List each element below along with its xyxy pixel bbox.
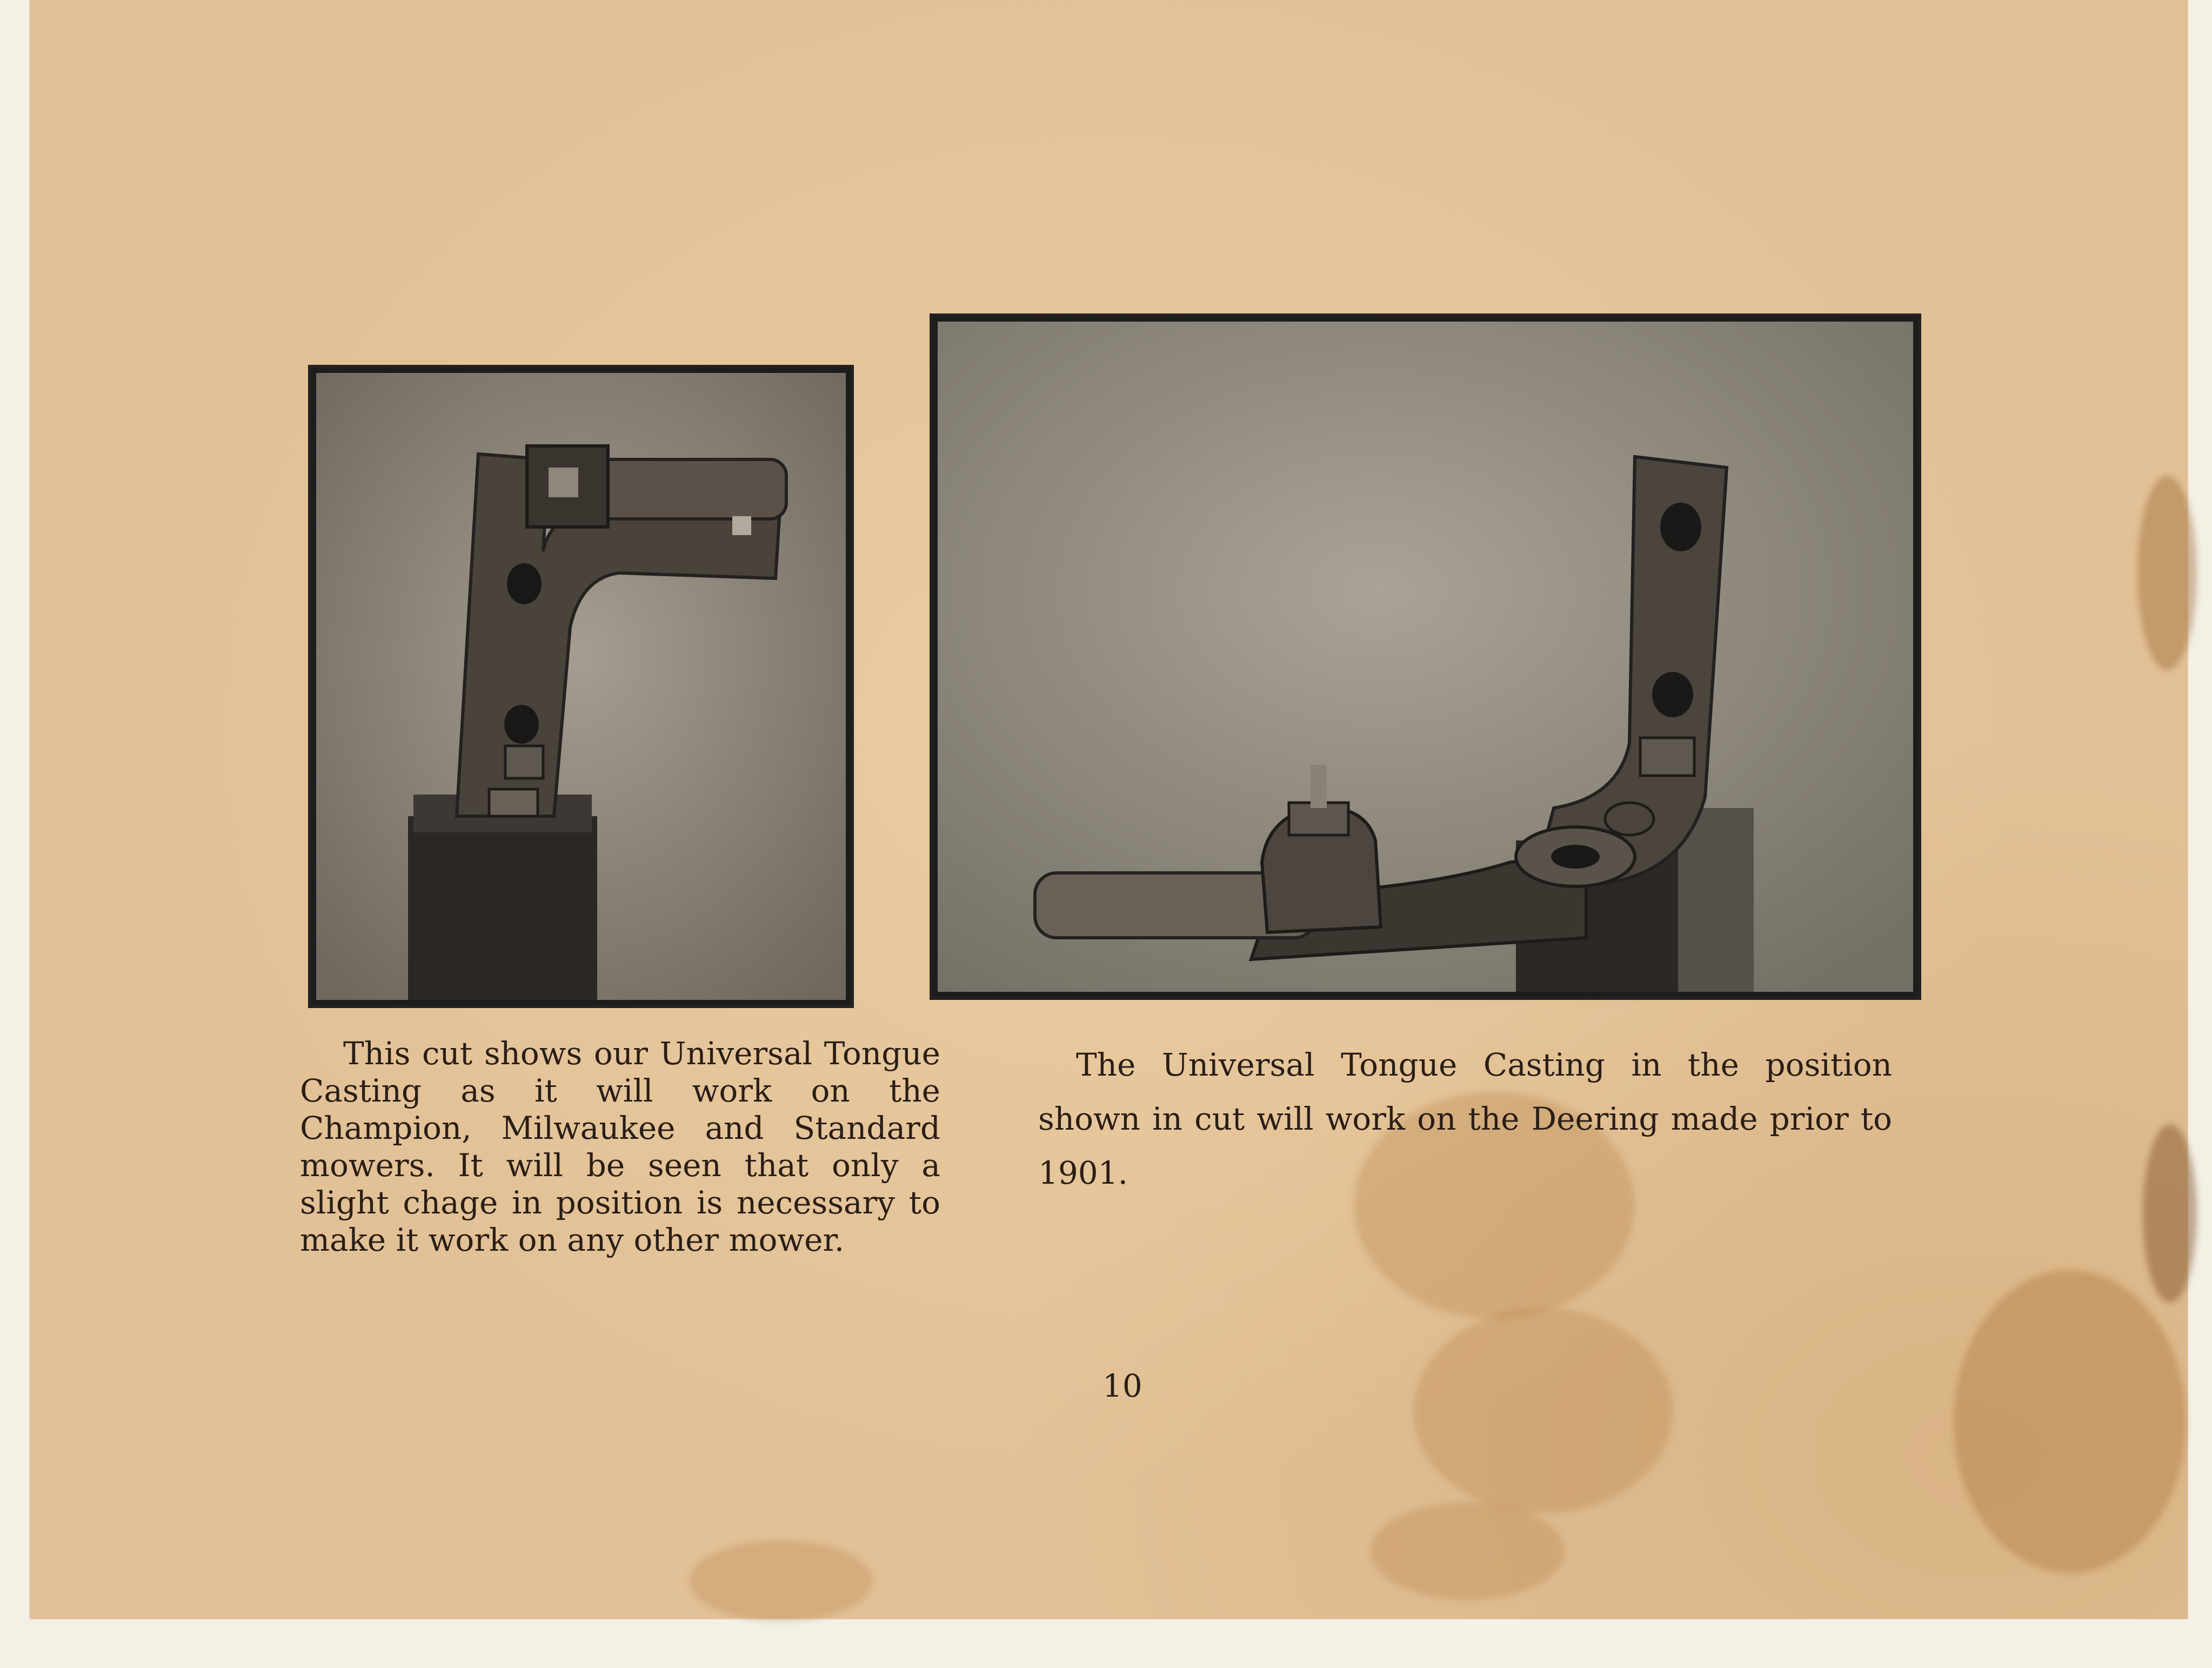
stain (1413, 1308, 1673, 1513)
stain (689, 1540, 873, 1622)
page (30, 0, 2188, 1619)
stain (1370, 1503, 1565, 1600)
stain (2143, 1124, 2197, 1303)
left-caption: This cut shows our Universal Tongue Casting as it will work on the Champion, Milwaukee and Standard mowers. It will be seen that only a slight chage in position is necessary to make it work on any other mower. (300, 1035, 940, 1258)
stain (1954, 1270, 2186, 1573)
right-caption: The Universal Tongue Casting in the position shown in cut will work on the Deering made prior to 1901. (1038, 1046, 1892, 1191)
page-number: 10 (1102, 1367, 1142, 1404)
stain (2137, 476, 2197, 670)
right-photo (938, 322, 1913, 992)
right-photo-frame (930, 313, 1921, 1000)
left-photo-frame (308, 365, 854, 1008)
left-photo (316, 373, 846, 1000)
